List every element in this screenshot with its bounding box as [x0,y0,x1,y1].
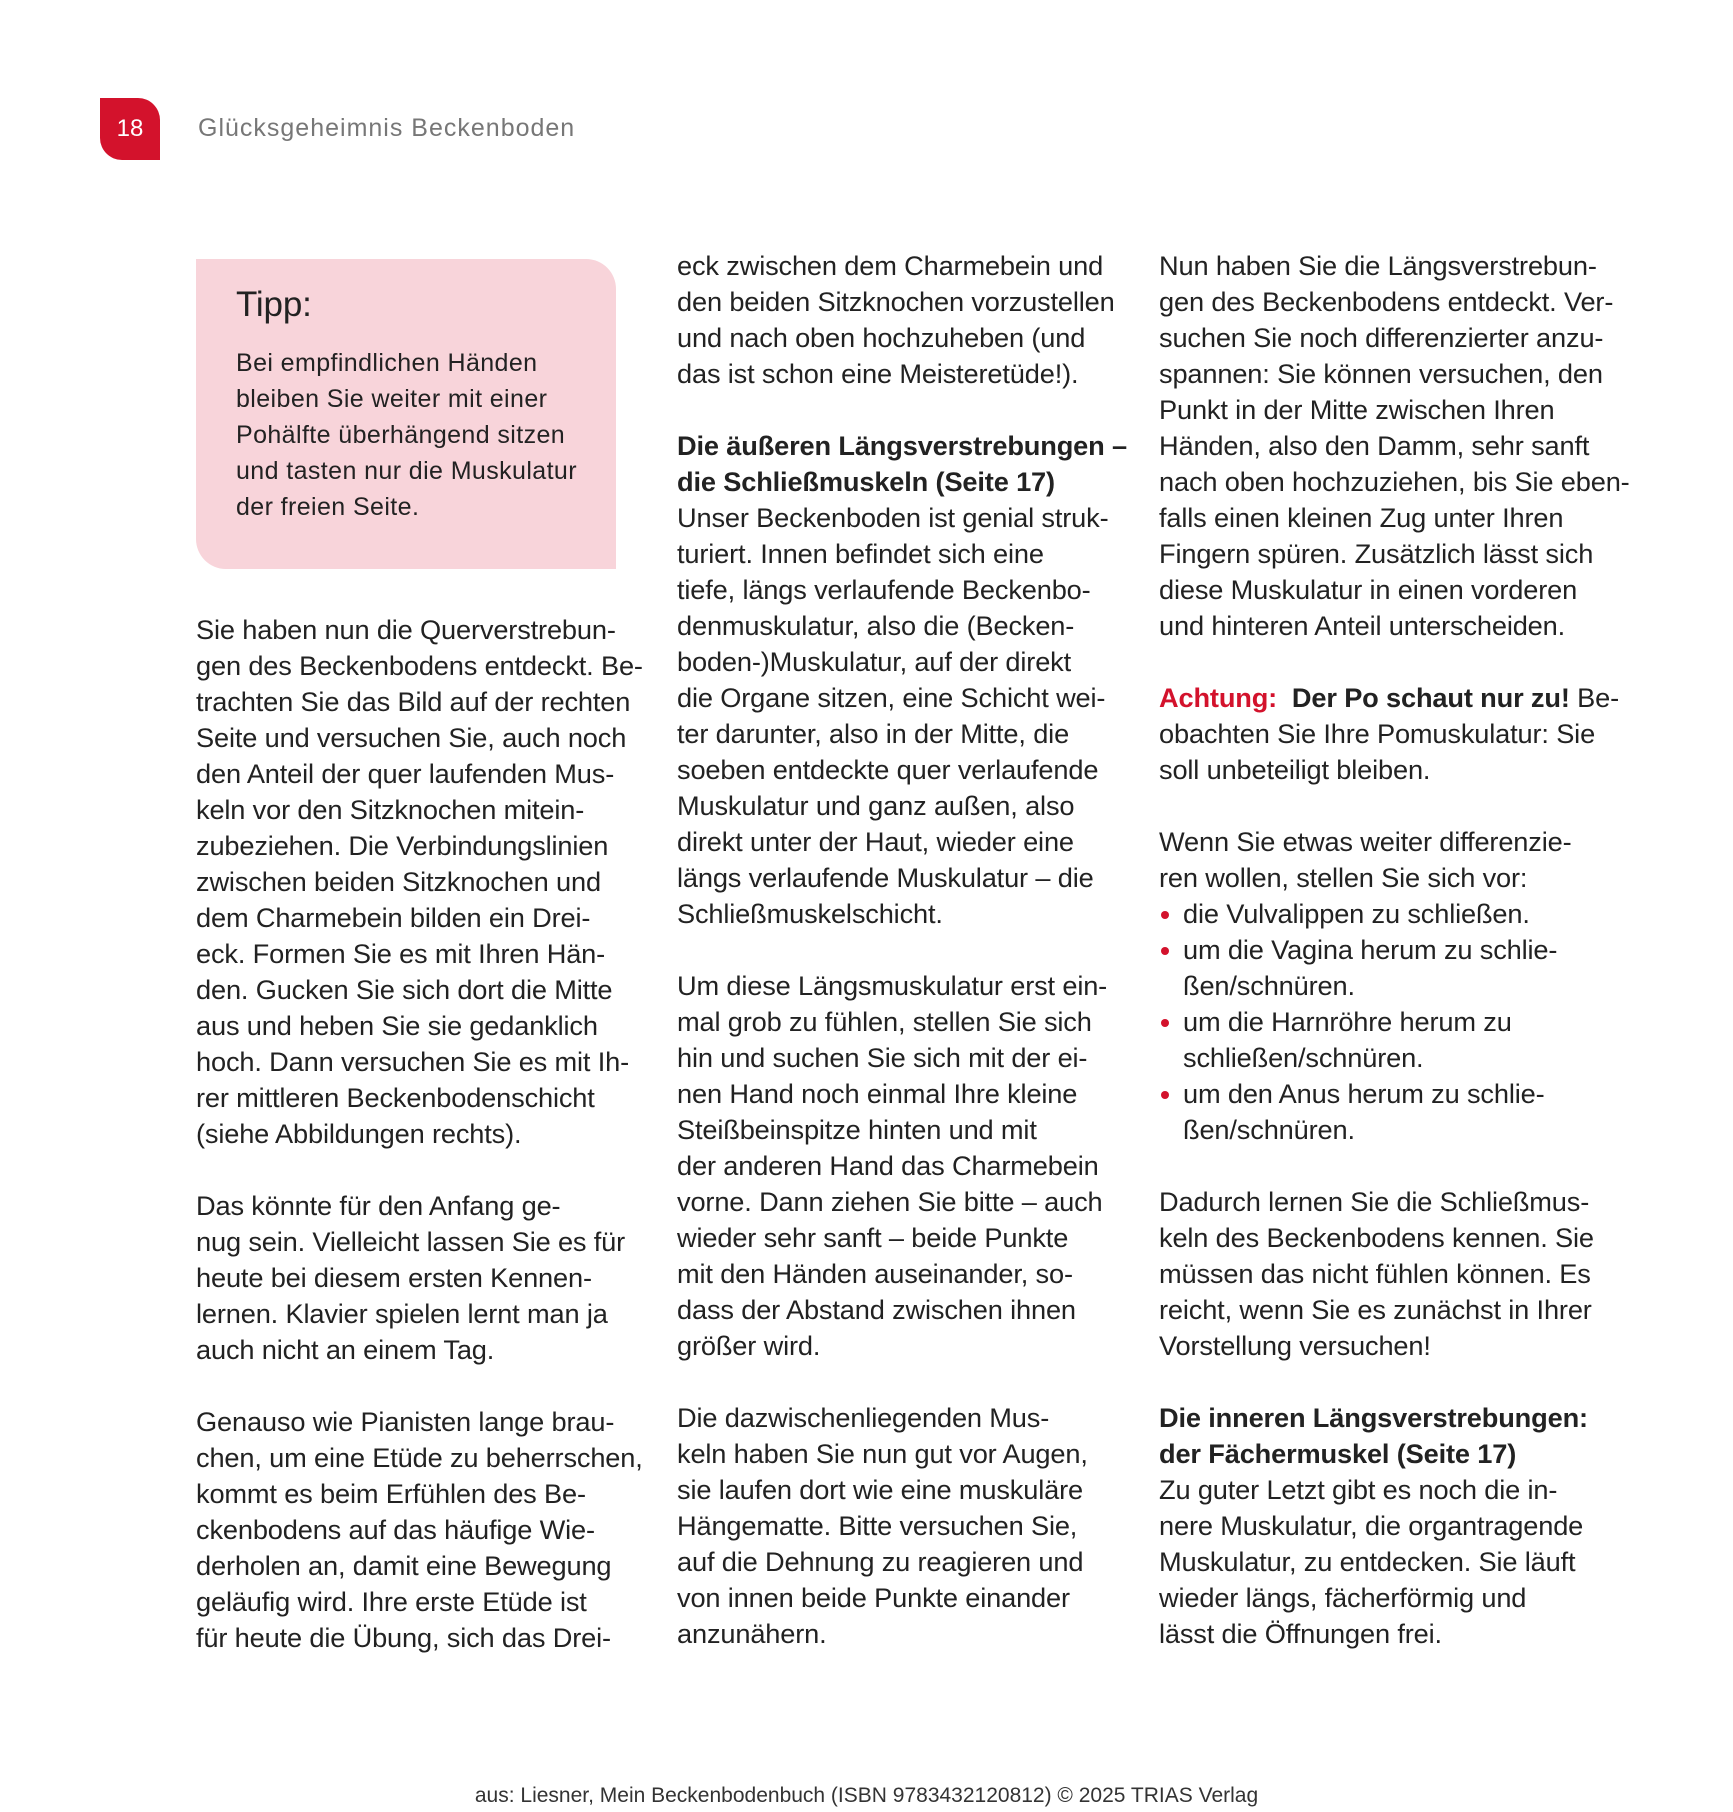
text-line: zubeziehen. Die Verbindungslinien [196,830,609,861]
text-line [1159,680,1619,716]
text-line: schließen/schnüren. [1183,1042,1424,1073]
tip-line: der freien Seite. [236,493,420,521]
bullet-icon [1161,947,1169,955]
text-line: falls einen kleinen Zug unter Ihren [1159,502,1564,533]
text-line: dem Charmebein bilden ein Drei- [196,902,591,933]
text-line: Muskulatur, zu entdecken. Sie läuft [1159,1546,1576,1577]
text-line: ckenbodens auf das häufige Wie- [196,1514,595,1545]
footer-credit: aus: Liesner, Mein Beckenbodenbuch (ISBN 9783432120812) © 2025 TRIAS Verlag [474,1784,1259,1807]
tip-line: und tasten nur die Muskulatur [236,457,577,485]
column-2 [677,248,1127,1652]
text-line: um die Harnröhre herum zu [1183,1006,1512,1037]
list-item [1159,1076,1589,1148]
list-item [1159,932,1589,1004]
text-line: suchen Sie noch differenzierter anzu- [1159,322,1604,353]
text-line: anzunähern. [677,1618,827,1649]
text-line: Nun haben Sie die Längsverstrebun- [1159,250,1597,281]
text-line: auf die Dehnung zu reagieren und [677,1546,1084,1577]
text-line: für heute die Übung, sich das Drei- [196,1622,611,1653]
text-line: Muskulatur und ganz außen, also [677,790,1075,821]
tip-box [196,259,616,569]
text-line: turiert. Innen befindet sich eine [677,538,1044,569]
text-line: um die Vagina herum zu schlie- [1183,934,1558,965]
text-line: boden-)Muskulatur, auf der direkt [677,646,1072,677]
text-line: aus und heben Sie sie gedanklich [196,1010,598,1041]
heading-line: der Fächermuskel (Seite 17) [1159,1438,1517,1469]
text-line: ßen/schnüren. [1183,970,1355,1001]
text-line: nere Muskulatur, die organtragende [1159,1510,1584,1541]
paragraph-gap [1159,1364,1589,1400]
bullet-icon [1161,911,1169,919]
text-line: größer wird. [677,1330,821,1361]
text-line: Genauso wie Pianisten lange brau- [196,1406,615,1437]
heading-line: die Schließmuskeln (Seite 17) [677,466,1055,497]
paragraph [1159,824,1589,896]
text-line: auch nicht an einem Tag. [196,1334,495,1365]
section-heading [677,428,1127,500]
text-line: Schließmuskelschicht. [677,898,943,929]
paragraph [1159,1472,1589,1652]
paragraph [196,612,643,1152]
paragraph-gap [1159,788,1589,824]
column-3 [1159,248,1630,1652]
text-line: und hinteren Anteil unterscheiden. [1159,610,1566,641]
paragraph [196,1188,626,1368]
text-line: Zu guter Letzt gibt es noch die in- [1159,1474,1558,1505]
paragraph-gap [196,1368,626,1404]
text-line: wieder längs, fächerförmig und [1159,1582,1527,1613]
paragraph-gap [677,1364,1109,1400]
bullet-icon [1161,1091,1169,1099]
text-line: chen, um eine Etüde zu beherrschen, [196,1442,643,1473]
text-line: Vorstellung versuchen! [1159,1330,1431,1361]
text-line: reicht, wenn Sie es zunächst in Ihrer [1159,1294,1592,1325]
paragraph-gap [196,1152,626,1188]
text-line: Dadurch lernen Sie die Schließmus- [1159,1186,1590,1217]
text-line: Die dazwischenliegenden Mus- [677,1402,1050,1433]
text-line: zwischen beiden Sitzknochen und [196,866,601,897]
text-line: der anderen Hand das Charmebein [677,1150,1099,1181]
text-line: mal grob zu fühlen, stellen Sie sich [677,1006,1092,1037]
text-line: lässt die Öffnungen frei. [1159,1618,1442,1649]
list-item [1159,1004,1589,1076]
text-line: das ist schon eine Meisteretüde!). [677,358,1079,389]
attention-rest: Be- [1569,682,1619,713]
text-line: Hängematte. Bitte versuchen Sie, [677,1510,1078,1541]
text-line: keln haben Sie nun gut vor Augen, [677,1438,1088,1469]
text-line: obachten Sie Ihre Pomuskulatur: Sie [1159,718,1596,749]
text-line: nach oben hochzuziehen, bis Sie eben- [1159,466,1630,497]
text-line: keln des Beckenbodens kennen. Sie [1159,1222,1594,1253]
text-line: rer mittleren Beckenbodenschicht [196,1082,595,1113]
text-line: keln vor den Sitzknochen mitein- [196,794,585,825]
text-line: diese Muskulatur in einen vorderen [1159,574,1578,605]
text-line: gen des Beckenbodens entdeckt. Ver- [1159,286,1614,317]
paragraph [1159,1184,1594,1364]
text-line: tiefe, längs verlaufende Beckenbo- [677,574,1091,605]
text-line: geläufig wird. Ihre erste Etüde ist [196,1586,587,1617]
text-line: müssen das nicht fühlen können. Es [1159,1258,1591,1289]
text-line: kommt es beim Erfühlen des Be- [196,1478,586,1509]
text-line: Fingern spüren. Zusätzlich lässt sich [1159,538,1594,569]
paragraph [677,248,1115,392]
text-line: Das könnte für den Anfang ge- [196,1190,561,1221]
paragraph [196,1404,643,1656]
text-line: Um diese Längsmuskulatur erst ein- [677,970,1108,1001]
text-line: den beiden Sitzknochen vorzustellen [677,286,1115,317]
paragraph-gap [1159,1148,1589,1184]
text-line: derholen an, damit eine Bewegung [196,1550,612,1581]
text-line: Wenn Sie etwas weiter differenzie- [1159,826,1572,857]
heading-line: Die inneren Längsverstrebungen: [1159,1402,1588,1433]
heading-line: Die äußeren Längsverstrebungen – [677,430,1127,461]
tip-line: Bei empfindlichen Händen [236,349,538,377]
text-line: längs verlaufende Muskulatur – die [677,862,1094,893]
text-line: nen Hand noch einmal Ihre kleine [677,1078,1078,1109]
text-line: lernen. Klavier spielen lernt man ja [196,1298,608,1329]
paragraph [677,1400,1109,1652]
text-line: eck. Formen Sie es mit Ihren Hän- [196,938,606,969]
text-line: heute bei diesem ersten Kennen- [196,1262,592,1293]
text-line: Seite und versuchen Sie, auch noch [196,722,627,753]
text-line: ßen/schnüren. [1183,1114,1355,1145]
attention-label: Achtung: [1159,682,1278,713]
tip-line: Pohälfte überhängend sitzen [236,421,566,449]
text-line: Punkt in der Mitte zwischen Ihren [1159,394,1555,425]
text-line: die Vulvalippen zu schließen. [1183,898,1530,929]
text-line: Sie haben nun die Querverstrebun- [196,614,616,645]
paragraph [677,500,1109,932]
attention-bold: Der Po schaut nur zu! [1291,682,1570,713]
text-line: Steißbeinspitze hinten und mit [677,1114,1037,1145]
text-line: um den Anus herum zu schlie- [1183,1078,1545,1109]
text-line: mit den Händen auseinander, so- [677,1258,1073,1289]
text-line: denmuskulatur, also die (Becken- [677,610,1075,641]
text-line: ren wollen, stellen Sie sich vor: [1159,862,1528,893]
running-title: Glücksgeheimnis Beckenboden [198,114,576,142]
text-line: trachten Sie das Bild auf der rechten [196,686,631,717]
text-line: den. Gucken Sie sich dort die Mitte [196,974,613,1005]
paragraph [677,968,1109,1364]
paragraph-gap [677,932,1109,968]
text-line: spannen: Sie können versuchen, den [1159,358,1603,389]
bullet-icon [1161,1019,1169,1027]
text-line: von innen beide Punkte einander [677,1582,1070,1613]
paragraph-gap [1159,644,1589,680]
tip-title: Tipp: [236,285,312,324]
text-line: eck zwischen dem Charmebein und [677,250,1104,281]
text-line: hin und suchen Sie sich mit der ei- [677,1042,1088,1073]
tip-line: bleiben Sie weiter mit einer [236,385,548,413]
text-line: ter darunter, also in der Mitte, die [677,718,1070,749]
text-line: gen des Beckenbodens entdeckt. Be- [196,650,643,681]
text-line: direkt unter der Haut, wieder eine [677,826,1074,857]
bullet-list [1159,896,1589,1148]
tip-body [236,345,577,525]
text-line: (siehe Abbildungen rechts). [196,1118,522,1149]
attention-note [1159,680,1619,788]
text-line: dass der Abstand zwischen ihnen [677,1294,1076,1325]
page-number-badge [100,98,160,160]
page-number: 18 [116,115,144,142]
paragraph [1159,248,1630,644]
list-item [1159,896,1589,932]
column-1-text [196,612,643,1656]
text-line: wieder sehr sanft – beide Punkte [677,1222,1069,1253]
text-line: hoch. Dann versuchen Sie es mit Ih- [196,1046,629,1077]
text-line: soeben entdeckte quer verlaufende [677,754,1099,785]
text-line: nug sein. Vielleicht lassen Sie es für [196,1226,626,1257]
text-line: vorne. Dann ziehen Sie bitte – auch [677,1186,1103,1217]
section-heading [1159,1400,1589,1472]
text-line: Unser Beckenboden ist genial struk- [677,502,1109,533]
text-line: die Organe sitzen, eine Schicht wei- [677,682,1106,713]
text-line: soll unbeteiligt bleiben. [1159,754,1431,785]
text-line: sie laufen dort wie eine muskuläre [677,1474,1083,1505]
text-line: den Anteil der quer laufenden Mus- [196,758,615,789]
text-line: und nach oben hochzuheben (und [677,322,1086,353]
text-line: Händen, also den Damm, sehr sanft [1159,430,1590,461]
paragraph-gap [677,392,1109,428]
